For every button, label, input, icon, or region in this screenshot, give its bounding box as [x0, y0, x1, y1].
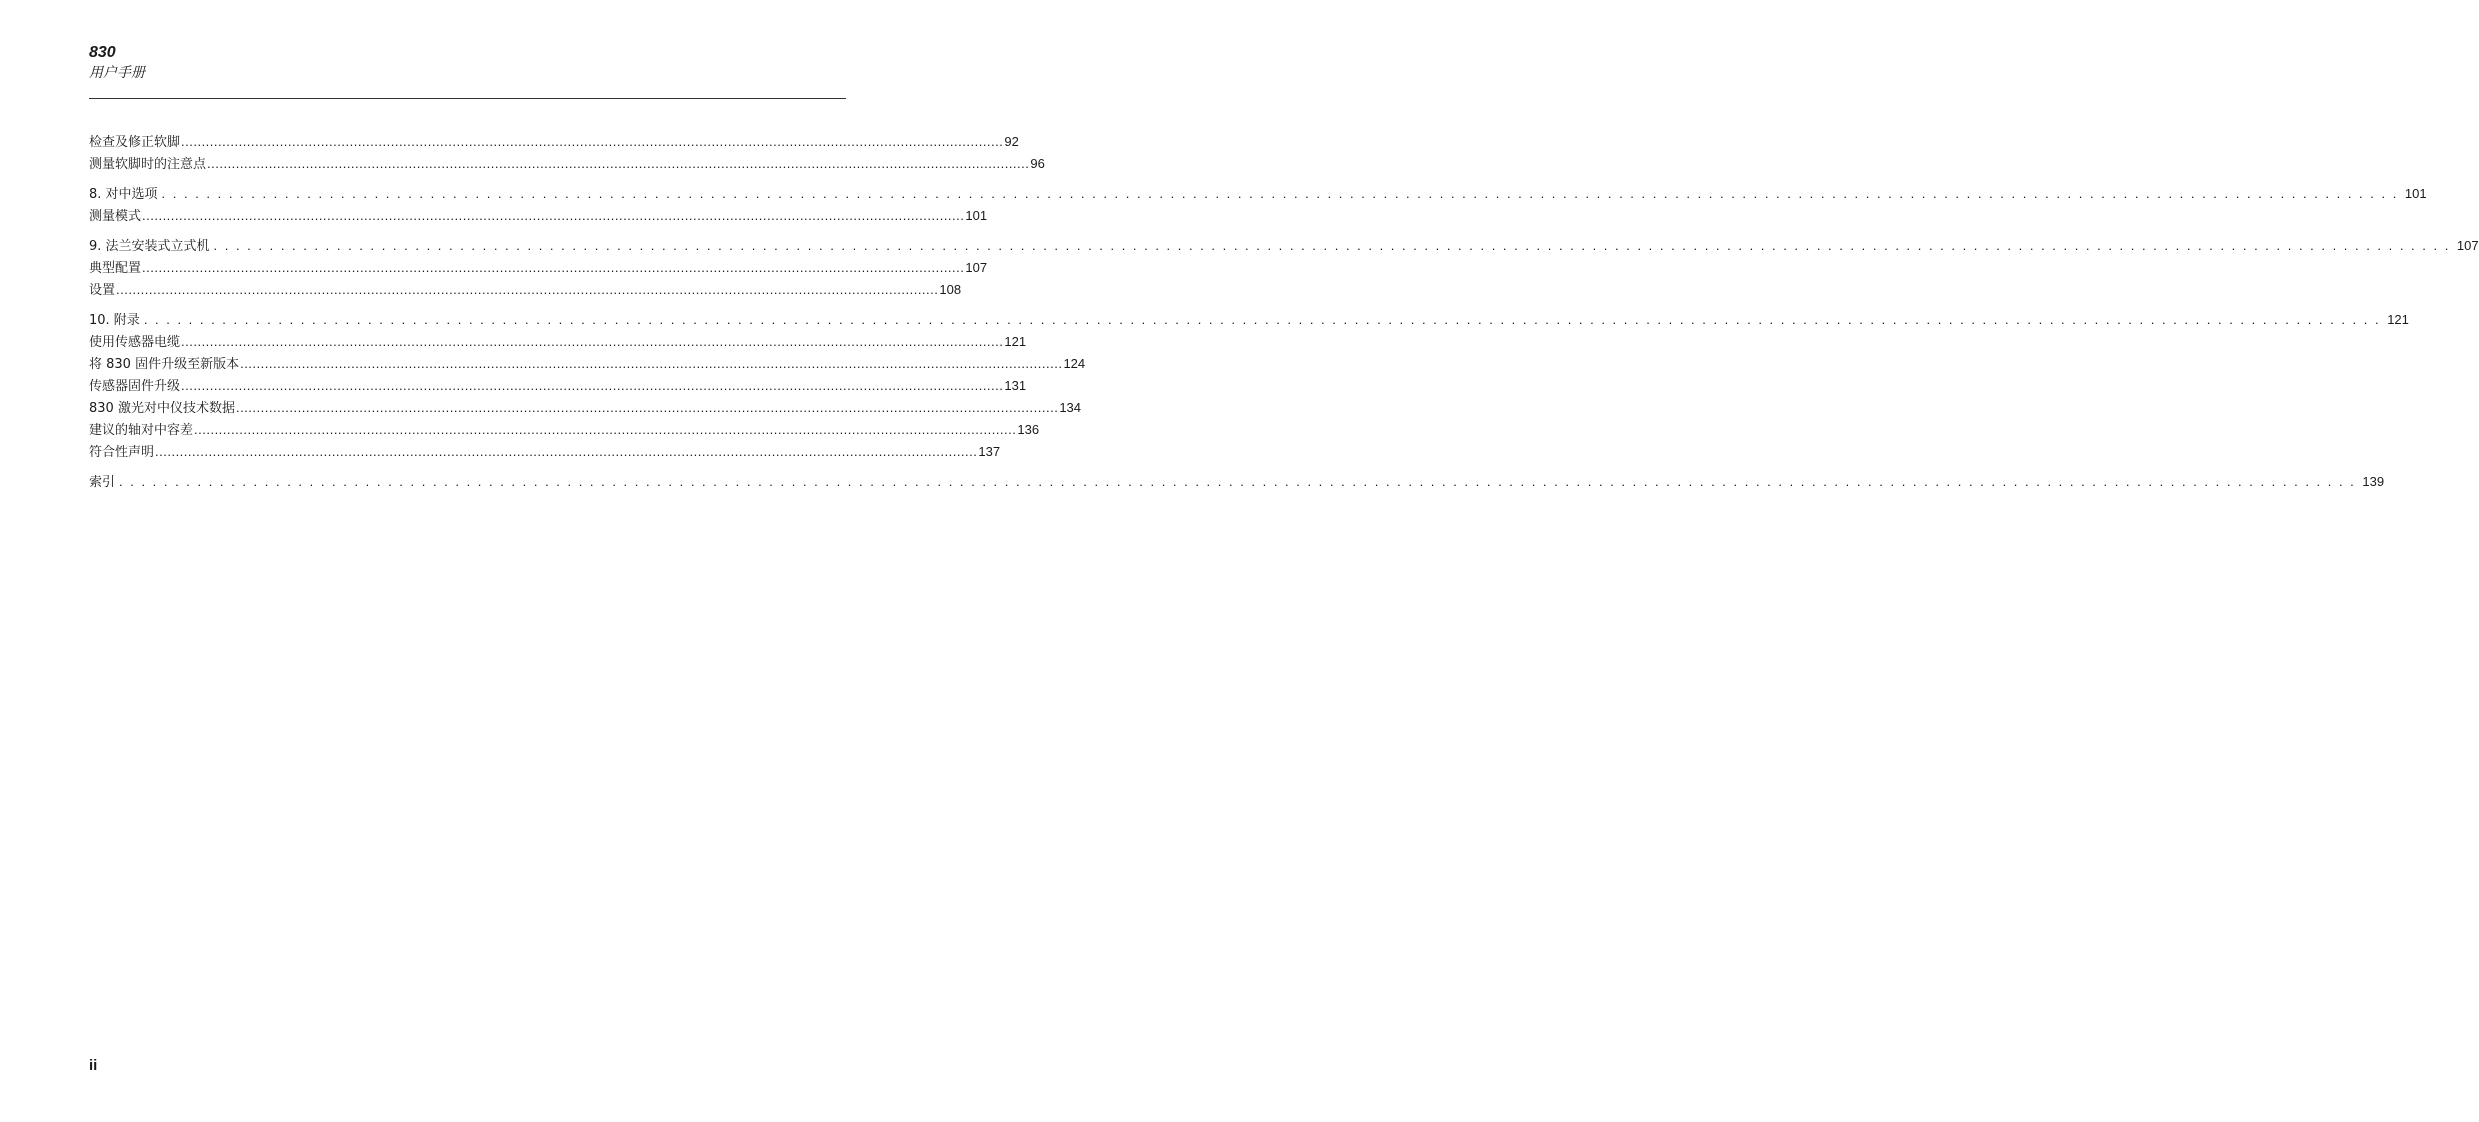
- toc-dot-leader: ........................................................................................................................................................................................................: [181, 134, 1004, 149]
- toc-entry-title: 830 激光对中仪技术数据: [89, 401, 235, 416]
- toc-dot-leader: ........................................................................................................................................................................................................: [161, 186, 2404, 201]
- toc-page-number: 96: [1030, 156, 1045, 171]
- toc-entry-title: 检查及修正软脚: [89, 135, 181, 150]
- toc-entry-title: 测量模式: [89, 209, 142, 224]
- toc-dot-leader: ........................................................................................................................................................................................................: [213, 238, 2456, 253]
- toc-section: [89, 471, 2385, 493]
- toc-dot-leader: ........................................................................................................................................................................................................: [194, 422, 1017, 437]
- toc-entry-title: 将 830 固件升级至新版本: [89, 357, 240, 372]
- toc-entry[interactable]: [89, 353, 1086, 375]
- page-header: [89, 44, 846, 83]
- toc-dot-leader: ........................................................................................................................................................................................................: [155, 444, 978, 459]
- toc-entry[interactable]: [89, 441, 1001, 463]
- toc-entry[interactable]: [89, 131, 1019, 153]
- toc-chapter-entry[interactable]: [89, 471, 2385, 493]
- toc-entry[interactable]: [89, 419, 1040, 441]
- toc-entry-title: 测量软脚时的注意点: [89, 157, 207, 172]
- toc-entry[interactable]: [89, 257, 988, 279]
- toc-section: [89, 235, 2479, 301]
- toc-page-number: 121: [2387, 312, 2409, 327]
- document-title: 用户手册: [89, 65, 145, 81]
- toc-section: [89, 309, 2409, 463]
- toc-entry-title: 10. 附录: [89, 313, 140, 328]
- toc-dot-leader: ........................................................................................................................................................................................................: [119, 474, 2362, 489]
- toc-chapter-entry[interactable]: [89, 309, 2409, 331]
- header-divider: [89, 98, 846, 99]
- toc-chapter-entry[interactable]: [89, 183, 2427, 205]
- toc-entry[interactable]: [89, 153, 1045, 175]
- toc-page-number: 131: [1004, 378, 1027, 393]
- toc-dot-leader: ........................................................................................................................................................................................................: [142, 208, 965, 223]
- footer-page-number: ii: [89, 1057, 98, 1074]
- toc-page-number: 136: [1017, 422, 1040, 437]
- toc-page-number: 121: [1004, 334, 1027, 349]
- toc-page-number: 124: [1063, 356, 1086, 371]
- model-number: 830: [89, 44, 116, 61]
- toc-page-number: 101: [2404, 186, 2427, 201]
- toc-entry-title: 8. 对中选项: [89, 187, 158, 202]
- toc-entry-title: 设置: [89, 283, 116, 298]
- toc-entry-title: 建议的轴对中容差: [89, 423, 194, 438]
- toc-dot-leader: ........................................................................................................................................................................................................: [181, 378, 1004, 393]
- toc-entry-title: 9. 法兰安装式立式机: [89, 239, 210, 254]
- toc-dot-leader: ........................................................................................................................................................................................................: [143, 312, 2387, 327]
- toc-dot-leader: ........................................................................................................................................................................................................: [181, 334, 1004, 349]
- toc-page-number: 108: [939, 282, 962, 297]
- toc-entry[interactable]: [89, 279, 962, 301]
- toc-entry-title: 索引: [89, 475, 116, 490]
- toc-dot-leader: ........................................................................................................................................................................................................: [235, 400, 1059, 415]
- toc-section: [89, 183, 2427, 227]
- toc-entry-title: 使用传感器电缆: [89, 335, 181, 350]
- toc-page-number: 107: [2456, 238, 2479, 253]
- toc-page-number: 134: [1059, 400, 1082, 415]
- toc-entry-title: 典型配置: [89, 261, 142, 276]
- toc-dot-leader: ........................................................................................................................................................................................................: [240, 356, 1063, 371]
- toc-entry-title: 符合性声明: [89, 445, 155, 460]
- toc-page-number: 139: [2362, 474, 2385, 489]
- toc-dot-leader: ........................................................................................................................................................................................................: [207, 156, 1030, 171]
- toc-page-number: 107: [965, 260, 988, 275]
- toc-entry[interactable]: [89, 375, 1027, 397]
- toc-entry[interactable]: [89, 397, 1082, 419]
- toc-page-number: 101: [965, 208, 988, 223]
- toc-page-number: 92: [1004, 134, 1019, 149]
- toc-page-number: 137: [978, 444, 1001, 459]
- toc-entry[interactable]: [89, 205, 988, 227]
- table-of-contents: [89, 131, 2479, 501]
- toc-dot-leader: ........................................................................................................................................................................................................: [142, 260, 965, 275]
- toc-section: [89, 131, 1045, 175]
- toc-dot-leader: ........................................................................................................................................................................................................: [116, 282, 939, 297]
- toc-chapter-entry[interactable]: [89, 235, 2479, 257]
- toc-entry[interactable]: [89, 331, 1027, 353]
- toc-entry-title: 传感器固件升级: [89, 379, 181, 394]
